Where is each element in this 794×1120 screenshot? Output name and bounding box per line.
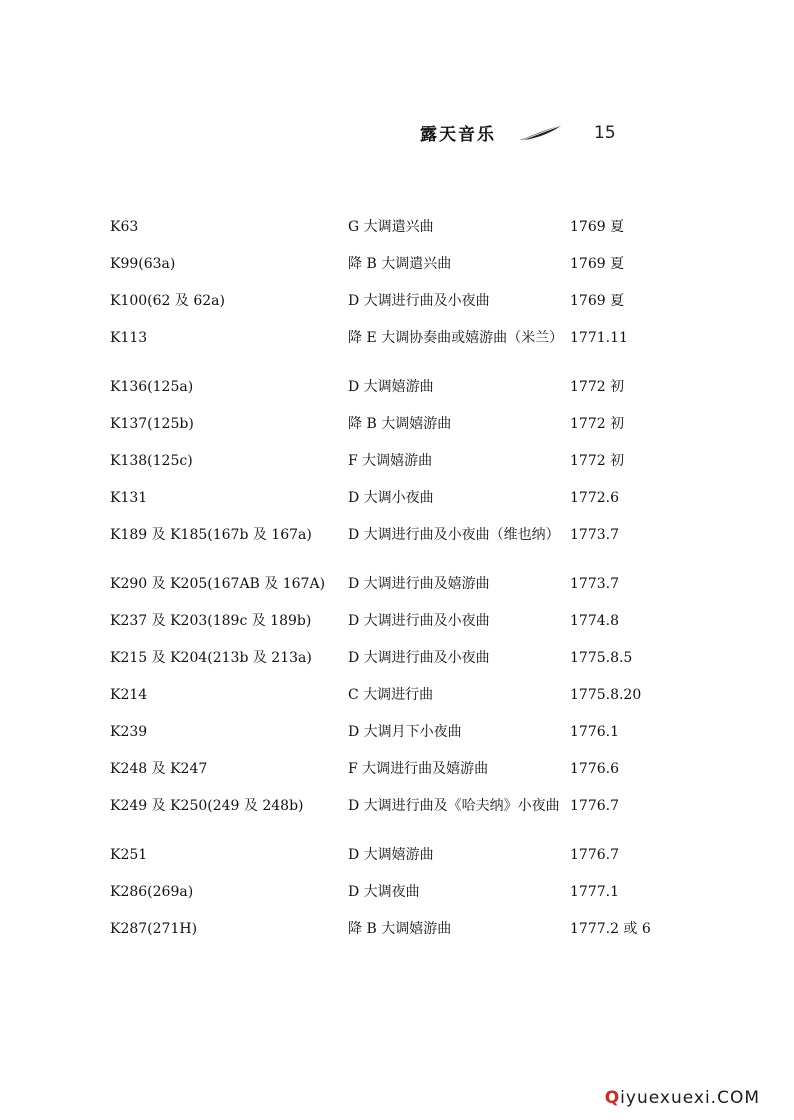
composition-date: 1771.11	[570, 330, 628, 346]
work-title: 降 B 大调嬉游曲	[348, 921, 452, 937]
running-header	[420, 120, 616, 145]
work-title: F 大调进行曲及嬉游曲	[348, 761, 489, 777]
composition-date: 1769 夏	[570, 293, 625, 309]
work-title: D 大调进行曲及小夜曲（维也纳）	[348, 527, 560, 543]
work-title: 降 E 大调协奏曲或嬉游曲（米兰）	[348, 330, 564, 346]
catalog-row	[110, 526, 670, 544]
watermark-text: iyuexuexi.COM	[620, 1088, 760, 1108]
composition-date: 1777.2 或 6	[570, 921, 651, 937]
composition-date: 1773.7	[570, 576, 619, 592]
composition-date: 1769 夏	[570, 219, 625, 235]
catalog-number: K100(62 及 62a)	[110, 293, 225, 309]
work-title: D 大调进行曲及小夜曲	[348, 293, 490, 309]
catalog-number: K137(125b)	[110, 416, 194, 432]
catalog-row	[110, 452, 670, 470]
catalog-row	[110, 378, 670, 396]
catalog-row	[110, 846, 670, 864]
composition-date: 1776.1	[570, 724, 619, 740]
catalog-row	[110, 218, 670, 236]
catalog-row	[110, 883, 670, 901]
composition-date: 1773.7	[570, 527, 619, 543]
quill-ornament-icon	[518, 123, 564, 143]
catalog-number: K239	[110, 724, 148, 740]
composition-date: 1776.7	[570, 798, 619, 814]
work-title: D 大调夜曲	[348, 884, 420, 900]
catalog-number: K138(125c)	[110, 453, 193, 469]
work-title: F 大调嬉游曲	[348, 453, 433, 469]
composition-date: 1777.1	[570, 884, 619, 900]
composition-date: 1772 初	[570, 453, 625, 469]
catalog-row	[110, 760, 670, 778]
catalog-row	[110, 723, 670, 741]
catalog-number: K99(63a)	[110, 256, 176, 272]
composition-date: 1776.7	[570, 847, 619, 863]
composition-date: 1769 夏	[570, 256, 625, 272]
work-title: 降 B 大调嬉游曲	[348, 416, 452, 432]
work-title: D 大调进行曲及小夜曲	[348, 650, 490, 666]
catalog-number: K251	[110, 847, 148, 863]
catalog-number: K136(125a)	[110, 379, 194, 395]
work-title: 降 B 大调遣兴曲	[348, 256, 452, 272]
composition-date: 1775.8.20	[570, 687, 642, 703]
work-title: D 大调进行曲及《哈夫纳》小夜曲	[348, 798, 560, 814]
work-title: C 大调进行曲	[348, 687, 434, 703]
catalog-number: K215 及 K204(213b 及 213a)	[110, 650, 312, 666]
catalog-number: K189 及 K185(167b 及 167a)	[110, 527, 312, 543]
work-title: D 大调嬉游曲	[348, 847, 434, 863]
work-title: D 大调月下小夜曲	[348, 724, 462, 740]
catalog-row	[110, 489, 670, 507]
composition-date: 1776.6	[570, 761, 619, 777]
catalog-row	[110, 415, 670, 433]
work-title: D 大调小夜曲	[348, 490, 434, 506]
catalog-number: K131	[110, 490, 148, 506]
catalog-row	[110, 686, 670, 704]
composition-date: 1772.6	[570, 490, 619, 506]
composition-date: 1772 初	[570, 416, 625, 432]
chapter-title: 露天音乐	[420, 125, 496, 145]
composition-date: 1775.8.5	[570, 650, 633, 666]
watermark-logo-letter: Q	[604, 1088, 621, 1108]
catalog-row	[110, 612, 670, 630]
catalog-number: K287(271H)	[110, 921, 198, 937]
catalog-row	[110, 649, 670, 667]
catalog-number: K248 及 K247	[110, 761, 208, 777]
composition-date: 1774.8	[570, 613, 619, 629]
catalog-number: K113	[110, 330, 148, 346]
catalog-number: K286(269a)	[110, 884, 194, 900]
catalog-number: K249 及 K250(249 及 248b)	[110, 798, 304, 814]
catalog-row	[110, 292, 670, 310]
catalog-number: K214	[110, 687, 148, 703]
work-title: D 大调进行曲及小夜曲	[348, 613, 490, 629]
catalog-row	[110, 329, 670, 347]
catalog-row	[110, 575, 670, 593]
catalog-row	[110, 255, 670, 273]
work-title: D 大调进行曲及嬉游曲	[348, 576, 490, 592]
catalog-number: K63	[110, 219, 139, 235]
catalog-row	[110, 797, 670, 815]
page-number: 15	[594, 122, 616, 143]
work-title: G 大调遣兴曲	[348, 219, 434, 235]
catalog-row	[110, 920, 670, 938]
catalog-number: K237 及 K203(189c 及 189b)	[110, 613, 312, 629]
composition-date: 1772 初	[570, 379, 625, 395]
catalog-number: K290 及 K205(167AB 及 167A)	[110, 576, 326, 592]
work-title: D 大调嬉游曲	[348, 379, 434, 395]
site-watermark	[605, 1088, 760, 1108]
